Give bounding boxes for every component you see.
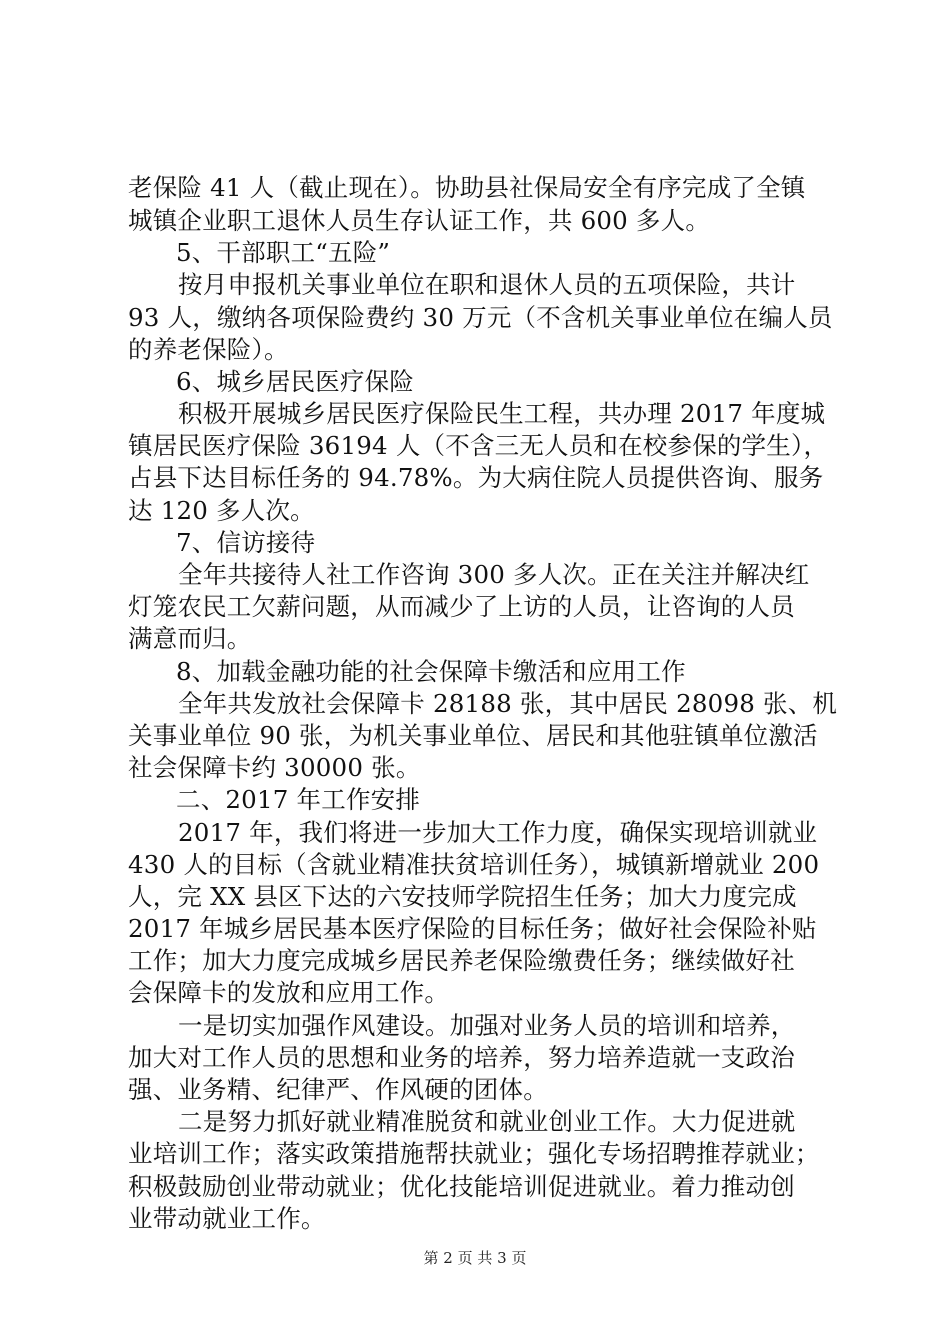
text-line: 二是努力抓好就业精准脱贫和就业创业工作。大力促进就 bbox=[178, 1107, 796, 1136]
text-line: 达 120 多人次。 bbox=[128, 496, 315, 525]
text-line: 全年共发放社会保障卡 28188 张，其中居民 28098 张、机 bbox=[178, 689, 838, 718]
section-heading: 7、信访接待 bbox=[176, 528, 316, 557]
text-line: 会保障卡的发放和应用工作。 bbox=[128, 978, 450, 1007]
text-line: 城镇企业职工退休人员生存认证工作，共 600 多人。 bbox=[128, 206, 711, 235]
text-line: 工作；加大力度完成城乡居民养老保险缴费任务；继续做好社 bbox=[128, 946, 795, 975]
section-heading: 5、干部职工“五险” bbox=[176, 238, 391, 267]
text-line: 人，完 XX 县区下达的六安技师学院招生任务；加大力度完成 bbox=[128, 882, 797, 911]
text-line: 业带动就业工作。 bbox=[128, 1204, 326, 1233]
section-heading: 8、加载金融功能的社会保障卡缴活和应用工作 bbox=[176, 657, 686, 686]
text-line: 按月申报机关事业单位在职和退休人员的五项保险，共计 bbox=[178, 270, 796, 299]
text-line: 积极鼓励创业带动就业；优化技能培训促进就业。着力推动创 bbox=[128, 1172, 795, 1201]
text-line: 加大对工作人员的思想和业务的培养，努力培养造就一支政治 bbox=[128, 1043, 795, 1072]
text-line: 的养老保险）。 bbox=[128, 335, 289, 364]
text-line: 占县下达目标任务的 94.78%。为大病住院人员提供咨询、服务 bbox=[128, 463, 824, 492]
text-line: 关事业单位 90 张，为机关事业单位、居民和其他驻镇单位激活 bbox=[128, 721, 818, 750]
text-line: 满意而归。 bbox=[128, 624, 252, 653]
text-line: 社会保障卡约 30000 张。 bbox=[128, 753, 421, 782]
section-heading: 6、城乡居民医疗保险 bbox=[176, 367, 415, 396]
text-line: 业培训工作；落实政策措施帮扶就业；强化专场招聘推荐就业； bbox=[128, 1139, 820, 1168]
text-line: 93 人，缴纳各项保险费约 30 万元（不含机关事业单位在编人员 bbox=[128, 303, 833, 332]
text-line: 一是切实加强作风建设。加强对业务人员的培训和培养， bbox=[178, 1011, 796, 1040]
text-line: 2017 年城乡居民基本医疗保险的目标任务；做好社会保险补贴 bbox=[128, 914, 817, 943]
text-line: 老保险 41 人（截止现在）。协助县社保局安全有序完成了全镇 bbox=[128, 173, 806, 202]
text-line: 全年共接待人社工作咨询 300 多人次。正在关注并解决红 bbox=[178, 560, 810, 589]
page-number-footer: 第 2 页 共 3 页 bbox=[423, 1249, 527, 1267]
text-line: 镇居民医疗保险 36194 人（不含三无人员和在校参保的学生）， bbox=[128, 431, 829, 460]
text-line: 430 人的目标（含就业精准扶贫培训任务），城镇新增就业 200 bbox=[128, 850, 820, 879]
text-line: 2017 年，我们将进一步加大工作力度，确保实现培训就业 bbox=[178, 818, 818, 847]
text-line: 灯笼农民工欠薪问题，从而减少了上访的人员，让咨询的人员 bbox=[128, 592, 795, 621]
section-heading: 二、2017 年工作安排 bbox=[176, 785, 421, 814]
text-line: 积极开展城乡居民医疗保险民生工程，共办理 2017 年度城 bbox=[178, 399, 826, 428]
text-line: 强、业务精、纪律严、作风硬的团体。 bbox=[128, 1075, 548, 1104]
